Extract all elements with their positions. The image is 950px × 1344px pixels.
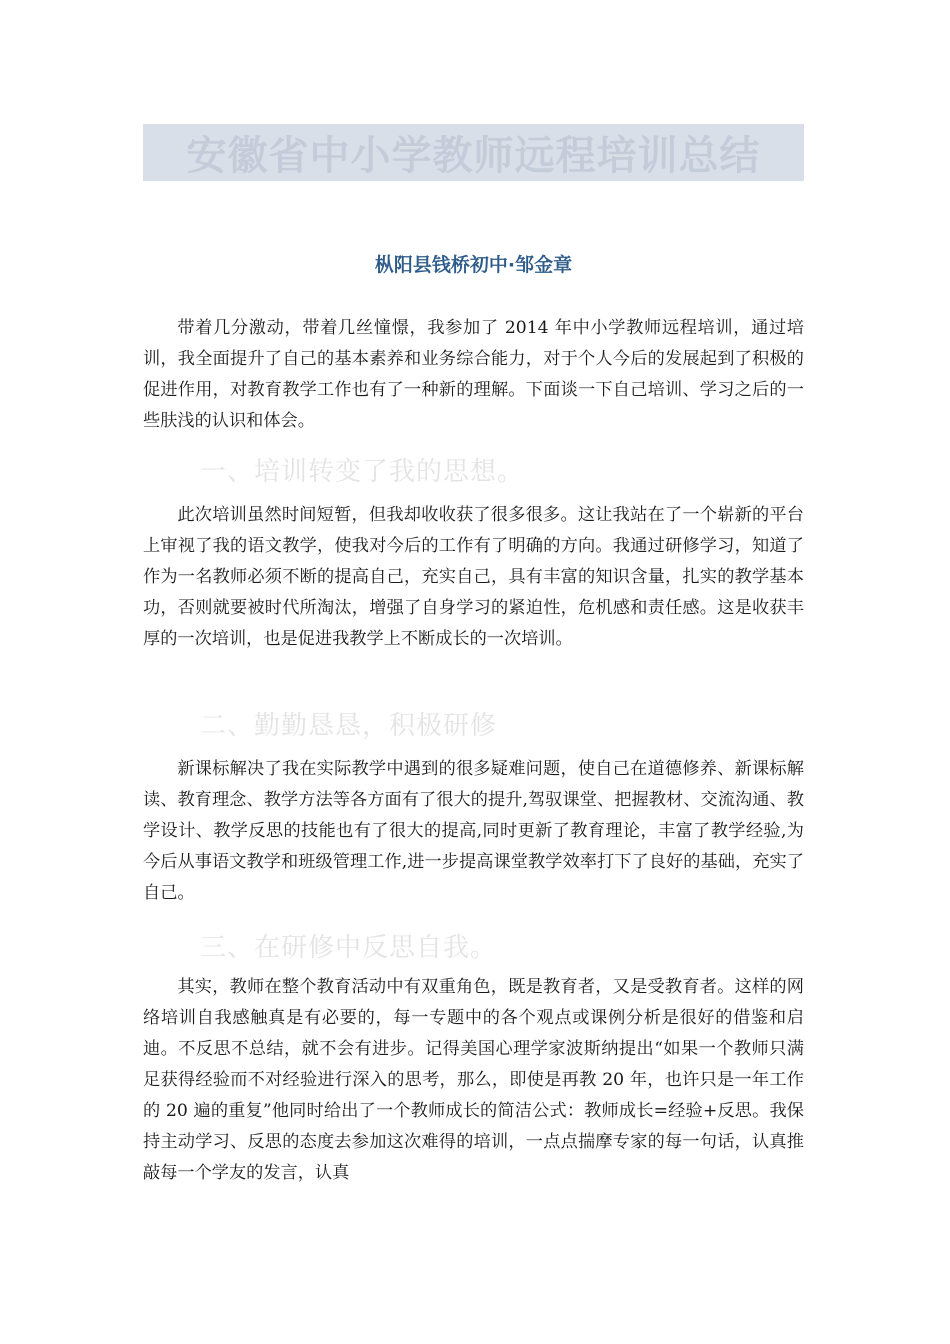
- title-band: [143, 124, 804, 181]
- section-3-heading: 三、在研修中反思自我。: [200, 933, 498, 963]
- section-1-body: 此次培训虽然时间短暂，但我却收收获了很多很多。这让我站在了一个崭新的平台上审视了我的语文教学，使我对今后的工作有了明确的方向。我通过研修学习，知道了作为一名教师必须不断的提高自己，充实自己，具有丰富的知识含量，扎实的教学基本功，否则就要被时代所淘汰，增强了自身学习的紧迫性，危机感和责任感。这是收获丰厚的一次培训，也是促进我教学上不断成长的一次培训。: [143, 505, 804, 649]
- section-2-body: 新课标解决了我在实际教学中遇到的很多疑难问题，使自己在道德修养、新课标解读、教育理念、教学方法等各方面有了很大的提升,驾驭课堂、把握教材、交流沟通、教学设计、教学反思的技能也有了很大的提高,同时更新了教育理论，丰富了教学经验,为今后从事语文教学和班级管理工作,进一步提高课堂教学效率打下了良好的基础，充实了自己。: [143, 759, 804, 903]
- section-2-heading: 二、勤勤恳恳，积极研修: [200, 711, 498, 741]
- intro-paragraph: 带着几分激动，带着几丝憧憬，我参加了 2014 年中小学教师远程培训，通过培训，我全面提升了自己的基本素养和业务综合能力，对于个人今后的发展起到了积极的促进作用，对教育教学工作也有了一种新的理解。下面谈一下自己培训、学习之后的一些肤浅的认识和体会。: [143, 318, 804, 431]
- author-line: 枞阳县钱桥初中·邹金章: [374, 254, 573, 276]
- section-1-heading: 一、培训转变了我的思想。: [200, 457, 525, 487]
- section-3-body: 其实，教师在整个教育活动中有双重角色，既是教育者，又是受教育者。这样的网络培训自我感触真是有必要的，每一专题中的各个观点或课例分析是很好的借鉴和启迪。不反思不总结，就不会有进步。记得美国心理学家波斯纳提出“如果一个教师只满足获得经验而不对经验进行深入的思考，那么，即使是再教 20 年，也许只是一年工作的 20 遍的重复”他同时给出了一个教师成长的简洁公式：教师成长=经验+反思。我保持主动学习、反思的态度去参加这次难得的培训，一点点揣摩专家的每一句话，认真推敲每一个学友的发言，认真: [143, 977, 804, 1183]
- document-title: 安徽省中小学教师远程培训总结: [186, 133, 761, 179]
